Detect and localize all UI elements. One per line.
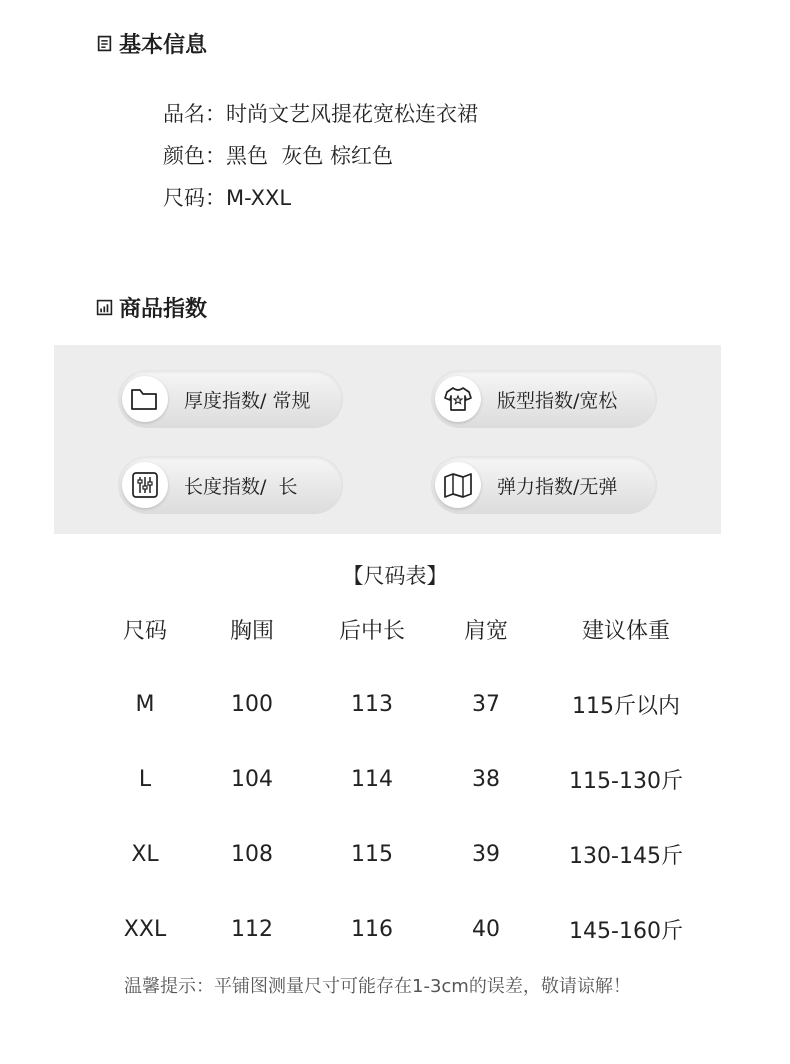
table-cell: 115-130斤: [569, 769, 683, 794]
map-icon: [443, 471, 473, 499]
table-cell: 104: [231, 767, 273, 792]
column-header: 建议体重: [581, 619, 670, 644]
table-row: [90, 667, 720, 742]
info-value: 时尚文艺风提花宽松连衣裙: [226, 102, 478, 126]
table-header-row: [90, 592, 720, 667]
table-cell: 116: [351, 917, 393, 942]
table-cell: 113: [351, 692, 393, 717]
info-value: M-XXL: [226, 186, 292, 210]
tshirt-icon: [443, 385, 473, 413]
product-index-title: 商品指数: [119, 297, 208, 322]
sliders-icon: [131, 471, 159, 499]
table-row: [90, 817, 720, 892]
size-chart-title: 【尺码表】: [342, 564, 448, 588]
column-header: 后中长: [338, 619, 405, 644]
table-cell: XXL: [123, 917, 167, 942]
index-text: 厚度指数/ 常规: [184, 389, 311, 412]
table-row: [90, 742, 720, 817]
size-table: [90, 592, 720, 967]
bar-chart-icon: [96, 299, 113, 316]
index-pill-elasticity: [431, 456, 657, 514]
column-header: 胸围: [229, 619, 274, 644]
table-cell: 112: [231, 917, 273, 942]
index-text: 长度指数/ 长: [184, 475, 298, 498]
table-cell: XL: [131, 842, 159, 867]
basic-info-list: [163, 98, 478, 224]
folder-icon: [130, 386, 160, 412]
index-pill-fit: [431, 370, 657, 428]
info-row-size: [163, 182, 478, 224]
index-pill-thickness: [118, 370, 343, 428]
info-value: 黑色 灰色 棕红色: [226, 144, 394, 168]
table-cell: 40: [472, 917, 500, 942]
table-cell: 114: [351, 767, 393, 792]
table-cell: 108: [231, 842, 273, 867]
basic-info-heading: [96, 28, 207, 59]
info-row-color: [163, 140, 478, 182]
index-pill-length: [118, 456, 343, 514]
icon-circle: [435, 376, 481, 422]
column-header: 尺码: [122, 619, 167, 644]
icon-circle: [435, 462, 481, 508]
table-cell: 39: [472, 842, 500, 867]
info-label: 尺码：: [163, 186, 226, 210]
measurement-note: 温馨提示：平铺图测量尺寸可能存在1-3cm的误差，敬请谅解！: [124, 976, 631, 997]
table-cell: 37: [472, 692, 500, 717]
table-row: [90, 892, 720, 967]
document-icon: [96, 35, 113, 52]
table-cell: 100: [231, 692, 273, 717]
info-label: 品名：: [163, 102, 226, 126]
table-cell: 38: [472, 767, 500, 792]
index-text: 弹力指数/无弹: [497, 475, 618, 498]
product-index-panel: [54, 345, 721, 534]
table-cell: 145-160斤: [569, 919, 683, 944]
table-cell: L: [138, 767, 152, 792]
table-cell: M: [135, 692, 155, 717]
info-label: 颜色：: [163, 144, 226, 168]
table-cell: 115斤以内: [572, 694, 680, 719]
icon-circle: [122, 376, 168, 422]
table-cell: 130-145斤: [569, 844, 683, 869]
table-cell: 115: [351, 842, 393, 867]
column-header: 肩宽: [463, 619, 508, 644]
basic-info-title: 基本信息: [119, 33, 208, 58]
index-text: 版型指数/宽松: [497, 389, 618, 412]
info-row-name: [163, 98, 478, 140]
product-index-heading: [96, 292, 207, 323]
icon-circle: [122, 462, 168, 508]
